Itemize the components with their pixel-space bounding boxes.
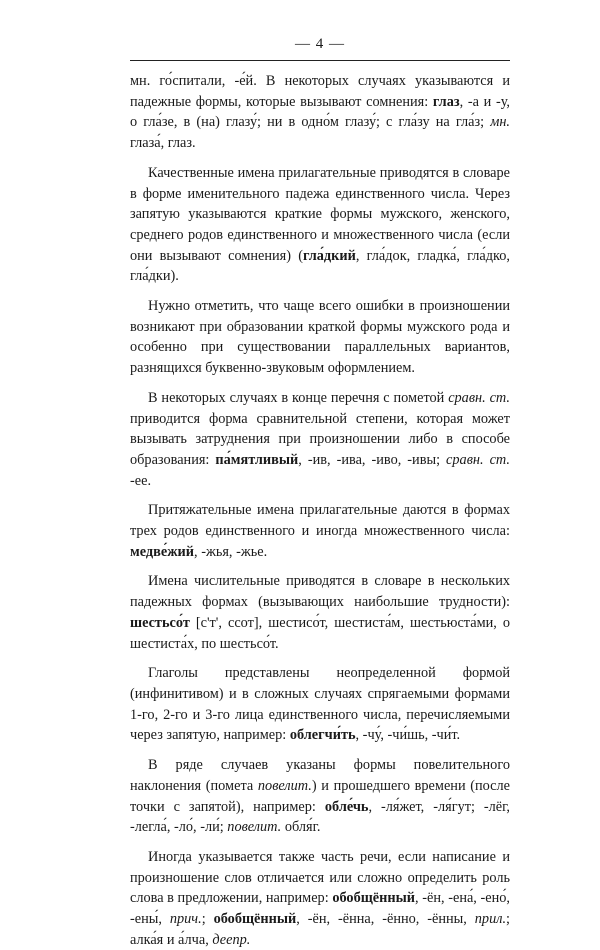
paragraph-p1 <box>130 71 510 154</box>
headword: облегчи́ть <box>289 727 356 744</box>
headword: обле́чь <box>324 798 369 815</box>
paragraph-p6 <box>130 571 510 654</box>
headword: обобщённый <box>332 890 416 907</box>
body-text <box>130 71 510 950</box>
label-abbrev: деепр. <box>212 931 251 948</box>
label-abbrev: мн. <box>490 114 510 131</box>
text-run: В некоторых случаях в конце перечня с пометой <box>148 389 449 406</box>
text-run: [с'т', ссот], шестисо́т, шестиста́м, шестьюста́ми, о шестиста́х, по шестьсо́т. <box>130 614 510 652</box>
text-run: , -ля́жет, -ля́гут; -лёг, -легла́, -ло́, -ли́; <box>130 798 510 836</box>
text-run: , -чу́, -чи́шь, -чи́т. <box>355 727 461 744</box>
text-run: , -а и -у, о гла́зе, в (на) глазу́; ни в одно́м глазу́; с гла́зу на гла́з; <box>130 93 510 131</box>
text-run: обля́г. <box>281 819 321 836</box>
text-run: , -ён, -ена́, -ено́, -ены́, <box>130 890 510 928</box>
text-run: приводится форма сравнительной степени, которая может вызывать затруднения при произношении либо в способе образования: <box>130 410 510 468</box>
text-run: Качественные имена прилагательные приводятся в словаре в форме именительного падежа единственного числа. Через запятую указываются краткие формы мужского, женского, среднего родов единственного и множественного числа (если они вызывают сомнения) ( <box>130 164 510 264</box>
text-run: Имена числительные приводятся в словаре в нескольких падежных формах (вызывающих наибольшие трудности): <box>130 573 510 611</box>
paragraph-p2 <box>130 163 510 287</box>
text-run: , -жья, -жье. <box>194 543 268 560</box>
paragraph-p7 <box>130 663 510 746</box>
paragraph-p5 <box>130 500 510 562</box>
paragraph-p8 <box>130 755 510 838</box>
headword: шестьсо́т <box>130 614 190 631</box>
label-abbrev: прил. <box>474 911 507 928</box>
text-run: В ряде случаев указаны формы повелительного наклонения (помета <box>130 757 510 794</box>
text-run: , -ён, -ённа, -ённо, -ённы, <box>296 911 475 928</box>
label-abbrev: повелит. <box>227 819 282 836</box>
text-run: мн. го́спитали, -е́й. В некоторых случаях указываются и падежные формы, которые вызывают сомнения: <box>130 73 510 110</box>
text-run: Глаголы представлены неопределенной формой (инфинитивом) и в сложных случаях спрягаемыми формами 1-го, 2-го и 3-го лица единственного числа, перечисляемыми через запятую, например: <box>130 665 510 744</box>
label-abbrev: прич. <box>169 911 202 928</box>
text-run: Притяжательные имена прилагательные даются в формах трех родов единственного и иногда множественного числа: <box>130 502 510 540</box>
text-run: ) и прошедшего времени (после точки с запятой), например: <box>130 777 510 815</box>
text-run: ; алка́я и а́лча, <box>130 911 511 948</box>
text-run: , -ив, -ива, -иво, -ивы; <box>298 451 447 468</box>
page-number: — 4 — <box>295 36 345 52</box>
paragraph-p9 <box>130 847 510 950</box>
text-run: глаза́, глаз. <box>130 135 196 152</box>
page-header <box>130 34 510 61</box>
headword: глаз <box>432 93 460 110</box>
label-abbrev: повелит. <box>257 777 312 794</box>
headword: обобщённый <box>213 911 297 928</box>
paragraph-p4 <box>130 388 510 492</box>
headword: па́мятливый <box>215 451 299 468</box>
text-run: -ее. <box>130 472 152 489</box>
headword: медве́жий <box>130 543 195 560</box>
text-run: ; <box>201 911 214 928</box>
text-run: Иногда указывается также часть речи, если написание и произношение слов отличается или сложно определить роль слова в предложении, например: <box>130 848 510 907</box>
label-abbrev: сравн. ст. <box>446 451 510 468</box>
label-abbrev: сравн. ст. <box>448 389 511 406</box>
text-run: , гла́док, гладка́, гла́дко, гла́дки). <box>130 247 510 285</box>
headword: гла́дкий <box>302 247 356 264</box>
text-run: Нужно отметить, что чаще всего ошибки в произношении возникают при образовании краткой формы мужского рода и особенно при существовании параллельных вариантов, разнящихся буквенно-звуковым оформлением. <box>130 298 510 377</box>
book-page <box>130 34 510 950</box>
paragraph-p3 <box>130 296 510 379</box>
